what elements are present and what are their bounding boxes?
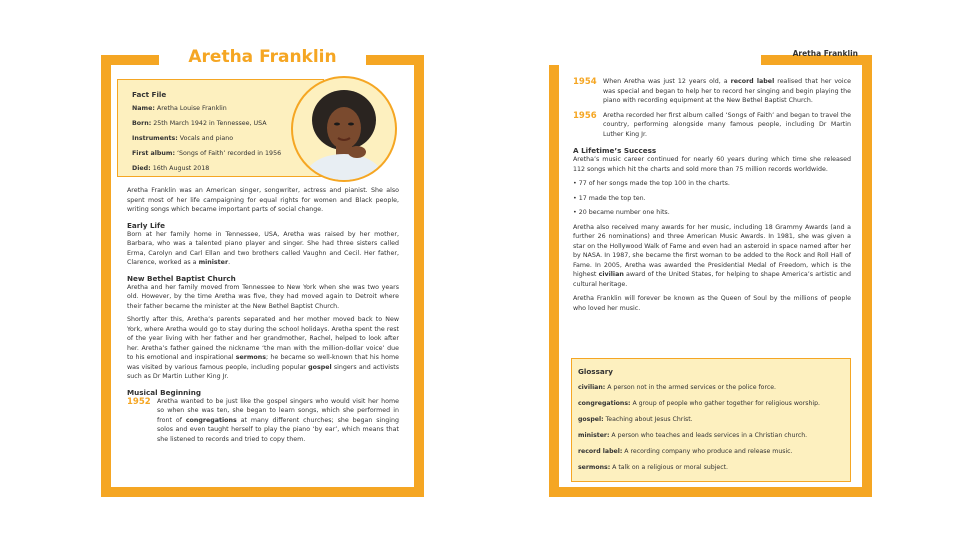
year-1952: 1952 [127,396,151,407]
left-body [127,186,399,444]
fact-first-album: First album: ‘Songs of Faith’ recorded in 1956 [132,150,282,157]
success-heading: A Lifetime’s Success [573,146,657,155]
portrait-illustration [291,76,397,182]
bullet-item: • 20 became number one hits. [573,209,670,216]
glossary-heading: Glossary [578,367,613,376]
fact-born: Born: 25th March 1942 in Tennessee, USA [132,120,267,127]
page-title: Aretha Franklin [188,47,337,67]
worksheet-page-right [549,49,872,497]
glossary-box [571,358,851,482]
glossary-item: congregations: A group of people who gather together for religious worship. [578,400,821,407]
paragraph-1956: Aretha recorded her first album called ‘Songs of Faith’ and began to travel the country, performing alongside many famous people, including Dr Martin Luther King Jr. [603,111,851,138]
timeline-1954 [573,77,851,106]
glossary-item: sermons: A talk on a religious or moral subject. [578,464,729,471]
paragraph-1954: When Aretha was just 12 years old, a record label realised that her voice was special and began to help her to record her singing and begin playing the piano with recording equipment at the New Bethel Baptist Church. [603,78,851,104]
success-paragraph: Aretha’s music career continued for nearly 60 years during which time she released 112 songs which hit the charts and sold more than 75 million records worldwide. [573,156,851,173]
glossary-item: minister: A person who teaches and leads services in a Christian church. [578,432,808,439]
intro-paragraph: Aretha Franklin was an American singer, songwriter, actress and pianist. She also spent most of her life campaigning for equal rights for women and Black people, writing songs which became important parts of social change. [127,187,399,213]
musical-heading: Musical Beginning [127,387,202,397]
bullet-item: • 17 made the top ten. [573,194,646,202]
timeline-1956 [573,111,851,140]
fact-file-heading: Fact File [132,90,167,99]
church-heading: New Bethel Baptist Church [127,273,236,283]
closing-paragraph: Aretha Franklin will forever be known as the Queen of Soul by the millions of people who loved her music. [573,295,851,312]
bullet-item: • 77 of her songs made the top 100 in the charts. [573,180,730,187]
worksheet-page-left [101,47,424,497]
musical-paragraph: Aretha wanted to be just like the gospel singers who would visit her home so when she was ten, she began to learn songs, which she performed in front of congregations at many different churches; she began singing solos and even taught herself to play the piano ‘by ear’, which means that she listened to records and tried to copy them. [157,397,399,443]
timeline-1952 [127,397,399,445]
glossary-item: record label: A recording company who produce and release music. [578,448,793,455]
year-1954: 1954 [573,77,597,87]
awards-paragraph: Aretha also received many awards for her music, including 18 Grammy Awards (and a further 26 nominations) and three American Music Awards. In 1981, she was given a star on the Hollywood Walk of Fame and even had an asteroid in space named after her by NASA. In 1987, she became the first woman to be added to the Rock and Roll Hall of Fame. In 2005, Aretha was awarded the Presidential Medal of Freedom, which is the highest civilian award of the United States, for helping to shape America’s artistic and cultural heritage. [573,223,852,288]
header-tab [549,51,761,65]
early-life-paragraph: Born at her family home in Tennessee, USA, Aretha was raised by her mother, Barbara, who was a talented piano player and singer. She had three sisters called Erma, Carolyn and Carl Ellan and two brothers called Vaughn and Cecil. Her father, Clarence, worked as a minister. [127,230,399,266]
glossary-item: civilian: A person not in the armed services or the police force. [578,384,777,391]
fact-instruments: Instruments: Vocals and piano [132,135,234,142]
page-header: Aretha Franklin [792,49,858,58]
church-paragraph-1: Aretha and her family moved from Tennessee to New York when she was two years old. However, by the time Aretha was five, they had moved again to Detroit where their father became the minister at the New Bethel Baptist Church. [127,283,399,310]
fact-died: Died: 16th August 2018 [132,165,210,172]
year-1956: 1956 [573,110,597,121]
early-life-heading: Early Life [127,220,166,230]
glossary-item: gospel: Teaching about Jesus Christ. [578,416,693,423]
fact-name: Name: Aretha Louise Franklin [132,105,227,112]
right-body [573,77,851,313]
church-paragraph-2: Shortly after this, Aretha’s parents separated and her mother moved back to New York, where Aretha would go to stay during the school holidays. Aretha spent the rest of the year living with her father and her grandmother, Rachel, helped to look after her. Aretha’s father gained the nickname ‘the man with the million-dollar voice’ due to his emotional and inspirational sermons; he became so well-known that his home was visited by various famous people, including popular gospel singers and activists such as Dr Martin Luther King Jr. [127,316,399,380]
